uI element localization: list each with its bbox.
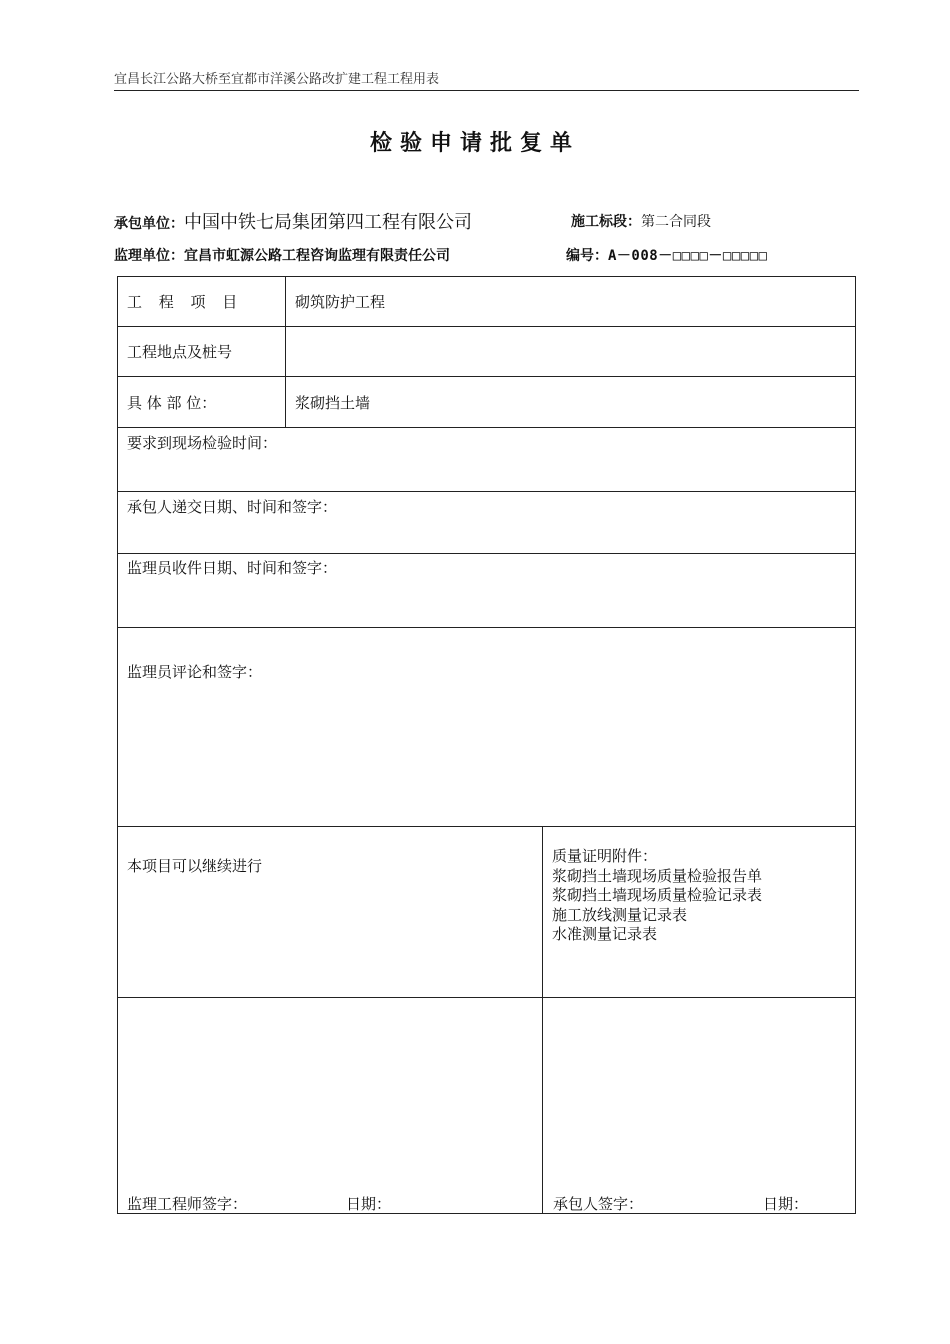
number-label: 编号：: [566, 248, 608, 264]
supervisor-value: 宜昌市虹源公路工程咨询监理有限责任公司: [184, 248, 450, 264]
inspect-time-row[interactable]: [118, 428, 855, 492]
contractor-signature-cell[interactable]: [543, 998, 855, 1214]
contractor-sign-label: 承包人签字：: [553, 1195, 644, 1213]
signature-row: [118, 998, 855, 1214]
supervisor-comment-label: 监理员评论和签字：: [127, 663, 263, 681]
contractor-label: 承包单位：: [114, 216, 184, 232]
number-value: A－008－□□□□－□□□□□: [608, 248, 768, 264]
supervisor-info: [114, 245, 450, 265]
supervisor-receive-label: 监理员收件日期、时间和签字：: [127, 559, 338, 577]
contractor-value: 中国中铁七局集团第四工程有限公司: [184, 212, 472, 233]
attachment-item: 施工放线测量记录表: [552, 905, 688, 924]
location-label: 工程地点及桩号: [118, 327, 286, 376]
project-label: 工 程 项 目: [118, 277, 286, 326]
part-value[interactable]: 浆砌挡土墙: [295, 393, 371, 412]
document-title: 检验申请批复单: [369, 131, 580, 156]
document-header: 宜昌长江公路大桥至宜都市洋溪公路改扩建工程工程用表: [114, 68, 859, 91]
section-info: [571, 211, 711, 231]
contractor-submit-label: 承包人递交日期、时间和签字：: [127, 498, 338, 516]
location-value[interactable]: [286, 327, 855, 376]
location-row: [118, 327, 855, 377]
engineer-date-label: 日期：: [346, 1195, 392, 1213]
engineer-signature-cell[interactable]: [118, 998, 543, 1214]
part-label: 具 体 部 位：: [118, 377, 286, 427]
attachments-list: [552, 847, 762, 945]
attachments-cell[interactable]: [543, 827, 855, 997]
supervisor-receive-row[interactable]: [118, 554, 855, 628]
attachment-item: 水准测量记录表: [552, 925, 658, 943]
number-info: [566, 245, 768, 265]
continue-note: 本项目可以继续进行: [127, 857, 263, 875]
section-label: 施工标段：: [571, 214, 641, 230]
contractor-date-label: 日期：: [763, 1195, 809, 1213]
supervisor-label: 监理单位：: [114, 248, 184, 264]
part-row: [118, 377, 855, 428]
attachment-item: 浆砌挡土墙现场质量检验报告单: [552, 866, 763, 885]
engineer-sign-label: 监理工程师签字：: [127, 1195, 248, 1213]
section-value: 第二合同段: [641, 214, 711, 230]
contractor-info: [114, 208, 472, 234]
continue-attachments-row: [118, 827, 855, 998]
project-value[interactable]: 砌筑防护工程: [295, 293, 386, 311]
inspection-form: [117, 276, 856, 1214]
continue-cell[interactable]: [118, 827, 543, 997]
attachment-item: 浆砌挡土墙现场质量检验记录表: [552, 886, 763, 904]
contractor-submit-row[interactable]: [118, 492, 855, 554]
inspect-time-label: 要求到现场检验时间：: [127, 434, 278, 452]
supervisor-comment-row[interactable]: [118, 628, 855, 827]
attachments-title: 质量证明附件：: [552, 847, 658, 865]
project-row: [118, 277, 855, 327]
